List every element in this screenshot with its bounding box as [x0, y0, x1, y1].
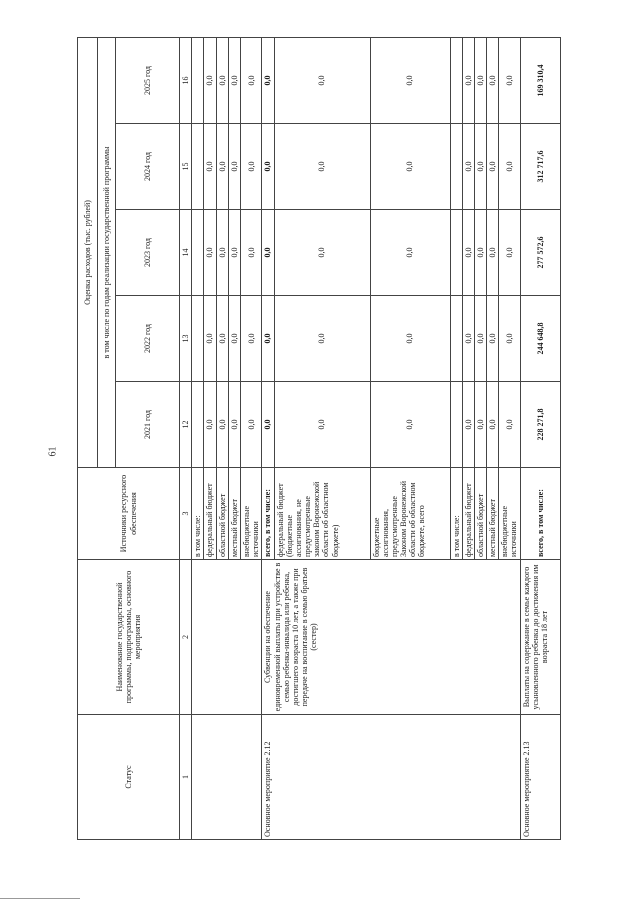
year-header: 2022 год: [116, 296, 180, 382]
table-row: [262, 37, 274, 839]
value-cell: 0,0: [204, 37, 216, 123]
year-header: 2025 год: [116, 37, 180, 123]
source-cell: федеральный бюджет: [204, 468, 216, 560]
value-cell: 0,0: [216, 382, 228, 468]
source-header: Источники ресурсного обеспечения: [78, 468, 180, 560]
value-cell: [192, 37, 204, 123]
source-cell: местный бюджет: [487, 468, 499, 560]
year-header: 2024 год: [116, 124, 180, 210]
value-cell: 0,0: [499, 210, 520, 296]
name-header: Наименование государственной программы, подпрограммы, основного мероприятия: [78, 560, 180, 715]
value-cell: [450, 37, 462, 123]
value-cell: 0,0: [262, 37, 274, 123]
value-cell: 0,0: [216, 37, 228, 123]
value-cell: 0,0: [462, 382, 474, 468]
value-cell: 0,0: [204, 210, 216, 296]
value-cell: 0,0: [474, 382, 486, 468]
column-number: 3: [180, 468, 192, 560]
value-cell: [450, 382, 462, 468]
value-cell: 0,0: [240, 37, 261, 123]
table-row: [520, 37, 560, 839]
source-cell: внебюджетные источники: [499, 468, 520, 560]
measure-212-name: Субвенции на обеспечение единовременной выплаты при устройстве в семью ребенка-инвалида или ребенка, достигшего возраста 10 лет, а также при передаче на воспитание в семью братьев (сестер): [262, 560, 520, 715]
year-header: 2023 год: [116, 210, 180, 296]
value-cell: 0,0: [240, 210, 261, 296]
value-cell: [450, 296, 462, 382]
value-cell: 0,0: [499, 296, 520, 382]
value-cell: 0,0: [487, 296, 499, 382]
column-number-row: [180, 37, 192, 839]
value-cell: 0,0: [274, 296, 370, 382]
column-number: 2: [180, 560, 192, 715]
value-cell: 0,0: [499, 37, 520, 123]
value-cell: 0,0: [370, 37, 450, 123]
budget-table: [77, 37, 561, 840]
measure-213-status: Основное мероприятие 2.13: [520, 715, 560, 840]
table-viewport: [77, 38, 549, 840]
column-number: 1: [180, 715, 192, 840]
value-cell: 0,0: [474, 210, 486, 296]
value-cell: 0,0: [262, 382, 274, 468]
value-cell: [450, 124, 462, 210]
value-cell: 0,0: [216, 210, 228, 296]
value-cell: 312 717,6: [520, 124, 560, 210]
header-row-1: [78, 37, 98, 839]
source-cell: областной бюджет: [474, 468, 486, 560]
value-cell: 0,0: [240, 124, 261, 210]
value-cell: 0,0: [274, 210, 370, 296]
value-cell: 0,0: [204, 382, 216, 468]
value-cell: [192, 296, 204, 382]
value-cell: 0,0: [370, 382, 450, 468]
name-cell-empty: [192, 560, 262, 715]
column-number: 16: [180, 37, 192, 123]
page-number: 61: [47, 446, 59, 457]
value-cell: 0,0: [487, 124, 499, 210]
value-cell: 0,0: [462, 37, 474, 123]
value-cell: 0,0: [499, 124, 520, 210]
value-cell: 0,0: [462, 296, 474, 382]
status-cell-empty: [192, 715, 262, 840]
value-cell: 244 648,8: [520, 296, 560, 382]
source-cell: в том числе:: [450, 468, 462, 560]
value-cell: 0,0: [228, 382, 240, 468]
source-cell: федеральный бюджет: [462, 468, 474, 560]
value-cell: 228 271,8: [520, 382, 560, 468]
measure-212-status: Основное мероприятие 2.12: [262, 715, 520, 840]
value-cell: 0,0: [370, 210, 450, 296]
value-cell: 0,0: [228, 296, 240, 382]
value-cell: 0,0: [228, 210, 240, 296]
status-header: Статус: [78, 715, 180, 840]
value-cell: [192, 382, 204, 468]
column-number: 14: [180, 210, 192, 296]
value-cell: 0,0: [474, 296, 486, 382]
value-cell: 0,0: [240, 296, 261, 382]
value-cell: 0,0: [370, 124, 450, 210]
value-cell: 0,0: [499, 382, 520, 468]
value-cell: 0,0: [228, 37, 240, 123]
source-cell: бюджетные ассигнования, предусмотренные Законом Воронежской области об областном бюджете, всего: [370, 468, 450, 560]
rotated-page: [77, 38, 549, 840]
value-cell: 0,0: [462, 124, 474, 210]
value-cell: 0,0: [262, 124, 274, 210]
value-cell: 0,0: [487, 382, 499, 468]
value-cell: 0,0: [216, 296, 228, 382]
value-cell: 0,0: [216, 124, 228, 210]
value-cell: 277 572,6: [520, 210, 560, 296]
source-cell: в том числе:: [192, 468, 204, 560]
source-cell: всего, в том числе:: [520, 468, 560, 560]
value-cell: 0,0: [474, 124, 486, 210]
value-cell: 0,0: [274, 37, 370, 123]
value-cell: 0,0: [228, 124, 240, 210]
value-cell: 0,0: [240, 382, 261, 468]
column-number: 12: [180, 382, 192, 468]
source-cell: областной бюджет: [216, 468, 228, 560]
value-cell: [450, 210, 462, 296]
value-cell: 0,0: [474, 37, 486, 123]
value-cell: [192, 124, 204, 210]
by-years-header: в том числе по годам реализации государственной программы: [98, 37, 116, 467]
value-cell: 0,0: [204, 296, 216, 382]
value-cell: 0,0: [274, 382, 370, 468]
value-cell: 169 310,4: [520, 37, 560, 123]
source-cell: местный бюджет: [228, 468, 240, 560]
value-cell: 0,0: [262, 296, 274, 382]
value-cell: 0,0: [262, 210, 274, 296]
table-row: [192, 37, 204, 839]
value-cell: 0,0: [274, 124, 370, 210]
column-number: 15: [180, 124, 192, 210]
measure-213-name: Выплаты на содержание в семье каждого усыновленного ребенка до достижения им возраста 18 лет: [520, 560, 560, 715]
year-header: 2021 год: [116, 382, 180, 468]
value-cell: 0,0: [204, 124, 216, 210]
value-cell: 0,0: [487, 210, 499, 296]
value-cell: 0,0: [487, 37, 499, 123]
source-cell: внебюджетные источники: [240, 468, 261, 560]
value-cell: 0,0: [462, 210, 474, 296]
value-cell: 0,0: [370, 296, 450, 382]
source-cell: федеральный бюджет (бюджетные ассигнования, не предусмотренные законом Воронежской области об областном бюджете): [274, 468, 370, 560]
scan-edge-line: [0, 898, 80, 899]
estimate-header: Оценка расходов (тыс. рублей): [78, 37, 98, 467]
source-cell: всего, в том числе:: [262, 468, 274, 560]
value-cell: [192, 210, 204, 296]
column-number: 13: [180, 296, 192, 382]
